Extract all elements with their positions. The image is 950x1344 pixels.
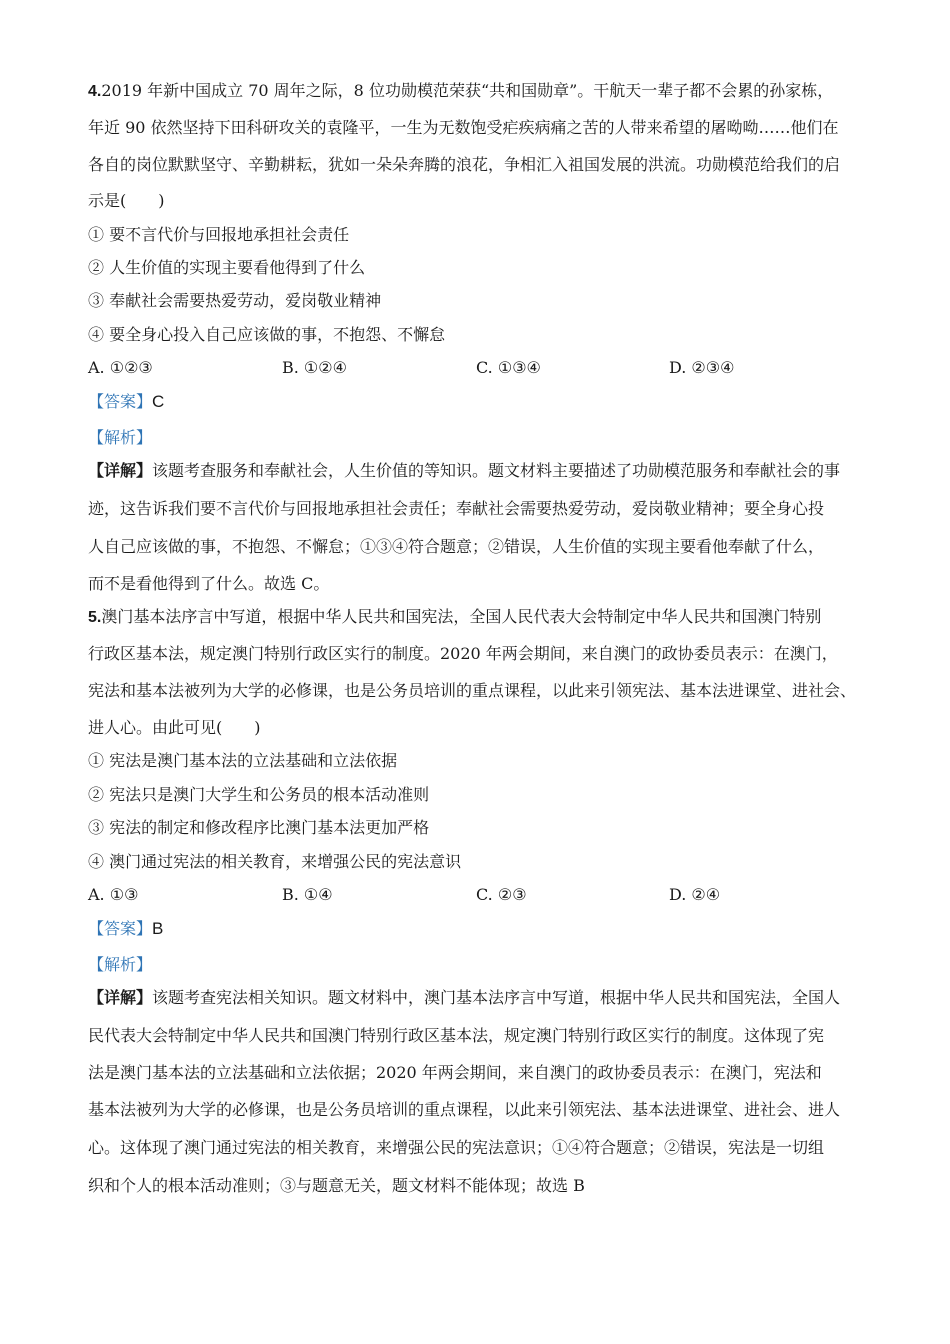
q4-statement-4: ④ 要全身心投入自己应该做的事，不抱怨、不懈怠	[88, 325, 446, 344]
q4-option-c: C. ①③④	[476, 358, 541, 377]
q4-detail-line-1	[88, 460, 890, 482]
q5-statement-1: ① 宪法是澳门基本法的立法基础和立法依据	[88, 751, 398, 770]
q5-analysis-tag	[88, 954, 890, 976]
q5-stem-text-1: 澳门基本法序言中写道，根据中华人民共和国宪法，全国人民代表大会特制定中华人民共和国澳门特别	[101, 607, 822, 626]
q4-detail-line-3: 人自己应该做的事，不抱怨、不懈怠；①③④符合题意；②错误，人生价值的实现主要看他奉献了什么，	[88, 537, 825, 556]
q4-stem-text-1: 2019 年新中国成立 70 周年之际，8 位功勋模范荣获“共和国勋章”。干航天一辈子都不会累的孙家栋，	[101, 81, 834, 100]
q4-number: 4.	[88, 83, 102, 100]
q4-detail-line-4: 而不是看他得到了什么。故选 C。	[88, 574, 330, 593]
q4-option-b: B. ①②④	[282, 358, 347, 377]
q4-stem-line-1	[88, 80, 890, 103]
q5-detail-line-2: 民代表大会特制定中华人民共和国澳门特别行政区基本法，规定澳门特别行政区实行的制度。这体现了宪	[88, 1026, 825, 1045]
q4-answer-tag: 【答案】	[88, 392, 153, 411]
q5-detail-text-1: 该题考查宪法相关知识。题文材料中，澳门基本法序言中写道，根据中华人民共和国宪法，全国人	[152, 988, 841, 1007]
q5-option-c: C. ②③	[476, 885, 527, 904]
q5-answer-letter: B	[152, 919, 164, 938]
q4-statement-2: ② 人生价值的实现主要看他得到了什么	[88, 258, 366, 277]
q5-statement-3: ③ 宪法的制定和修改程序比澳门基本法更加严格	[88, 818, 430, 837]
q5-stem-line-3: 宪法和基本法被列为大学的必修课，也是公务员培训的重点课程，以此来引领宪法、基本法进课堂、进社会、	[88, 681, 857, 700]
q4-option-d: D. ②③④	[669, 358, 735, 377]
q4-answer-letter: C	[152, 392, 165, 411]
q4-option-a: A. ①②③	[88, 358, 153, 377]
q4-stem-line-4: 示是( )	[88, 191, 165, 210]
q5-analysis-label: 【解析】	[88, 955, 153, 974]
q5-number: 5.	[88, 609, 102, 626]
q4-stem-line-2: 年近 90 依然坚持下田科研攻关的袁隆平，一生为无数饱受疟疾病痛之苦的人带来希望的屠呦呦……他们在	[88, 118, 839, 137]
q5-option-d: D. ②④	[669, 885, 721, 904]
q4-statement-1: ① 要不言代价与回报地承担社会责任	[88, 225, 350, 244]
q5-option-a: A. ①③	[88, 885, 139, 904]
q5-option-b: B. ①④	[282, 885, 333, 904]
q4-stem-line-3: 各自的岗位默默坚守、辛勤耕耘，犹如一朵朵奔腾的浪花，争相汇入祖国发展的洪流。功勋模范给我们的启	[88, 155, 841, 174]
q4-detail-line-2: 迹，这告诉我们要不言代价与回报地承担社会责任；奉献社会需要热爱劳动，爱岗敬业精神；要全身心投	[88, 499, 825, 518]
q4-detail-tag: 【详解】	[88, 461, 153, 480]
q5-stem-line-1	[88, 606, 890, 629]
q4-detail-text-1: 该题考查服务和奉献社会，人生价值的等知识。题文材料主要描述了功勋模范服务和奉献社会的事	[152, 461, 841, 480]
q4-statement-3: ③ 奉献社会需要热爱劳动，爱岗敬业精神	[88, 291, 382, 310]
q4-analysis-label: 【解析】	[88, 428, 153, 447]
q4-answer	[88, 391, 890, 413]
q5-stem-line-2: 行政区基本法，规定澳门特别行政区实行的制度。2020 年两会期间，来自澳门的政协委员表示：在澳门，	[88, 644, 838, 663]
q5-statement-4: ④ 澳门通过宪法的相关教育，来增强公民的宪法意识	[88, 852, 462, 871]
q5-answer-tag: 【答案】	[88, 919, 153, 938]
q5-detail-line-6: 织和个人的根本活动准则；③与题意无关，题文材料不能体现；故选 B	[88, 1176, 585, 1195]
q5-detail-tag: 【详解】	[88, 988, 153, 1007]
q5-answer	[88, 918, 890, 940]
q4-analysis-tag	[88, 427, 890, 449]
q5-statement-2: ② 宪法只是澳门大学生和公务员的根本活动准则	[88, 785, 430, 804]
q5-detail-line-5: 心。这体现了澳门通过宪法的相关教育，来增强公民的宪法意识；①④符合题意；②错误，宪法是一切组	[88, 1138, 825, 1157]
q5-stem-line-4: 进人心。由此可见( )	[88, 718, 261, 737]
q5-detail-line-1	[88, 987, 890, 1009]
q5-detail-line-3: 法是澳门基本法的立法基础和立法依据；2020 年两会期间，来自澳门的政协委员表示：在澳门，宪法和	[88, 1063, 822, 1082]
q5-detail-line-4: 基本法被列为大学的必修课，也是公务员培训的重点课程，以此来引领宪法、基本法进课堂、进社会、进人	[88, 1100, 841, 1119]
